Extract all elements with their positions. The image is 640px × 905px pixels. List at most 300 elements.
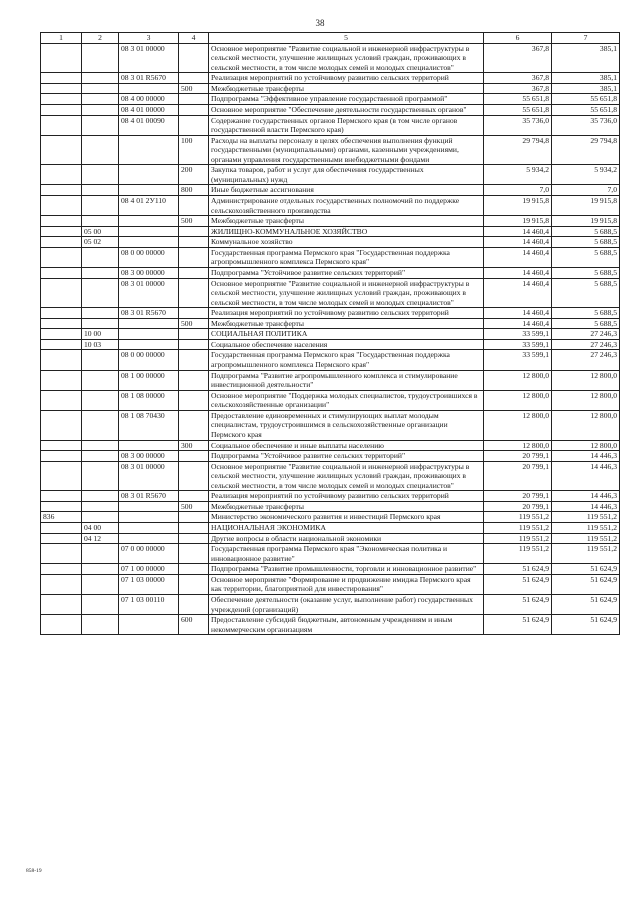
- amount-2020-cell: 19 915,8: [552, 216, 620, 227]
- description-cell: Основное мероприятие "Формирование и продвижение имиджа Пермского края как территории, благоприятной для инвестирования": [209, 574, 484, 594]
- expense-type-cell: [179, 94, 209, 105]
- description-cell: Реализация мероприятий по устойчивому развитию сельских территорий: [209, 308, 484, 319]
- target-article-cell: 07 0 00 00000: [119, 544, 179, 564]
- target-article-cell: [119, 615, 179, 635]
- expense-type-cell: [179, 370, 209, 390]
- expense-type-cell: [179, 512, 209, 523]
- table-row: [41, 135, 620, 165]
- section-code-cell: [82, 247, 119, 267]
- description-cell: Государственная программа Пермского края "Государственная поддержка агропромышленного комплекса Пермского края": [209, 350, 484, 370]
- description-cell: Содержание государственных органов Пермского края (в том числе органов государственной власти Пермского края): [209, 115, 484, 135]
- target-article-cell: [119, 185, 179, 196]
- description-cell: ЖИЛИЩНО-КОММУНАЛЬНОЕ ХОЗЯЙСТВО: [209, 226, 484, 237]
- table-row: [41, 594, 620, 614]
- ministry-code-cell: [41, 574, 82, 594]
- ministry-code-cell: [41, 594, 82, 614]
- ministry-code-cell: [41, 501, 82, 512]
- amount-2019-cell: 367,8: [484, 43, 552, 73]
- table-row: [41, 574, 620, 594]
- ministry-code-cell: [41, 533, 82, 544]
- ministry-code-cell: [41, 390, 82, 410]
- amount-2020-cell: 385,1: [552, 43, 620, 73]
- table-row: [41, 390, 620, 410]
- description-cell: Основное мероприятие "Поддержка молодых специалистов, трудоустроившихся в сельскохозяйственные организации": [209, 390, 484, 410]
- table-row: [41, 501, 620, 512]
- section-code-cell: [82, 115, 119, 135]
- description-cell: Обеспечение деятельности (оказание услуг, выполнение работ) государственных учреждений (организаций): [209, 594, 484, 614]
- ministry-code-cell: [41, 104, 82, 115]
- section-code-cell: [82, 544, 119, 564]
- amount-2020-cell: 35 736,0: [552, 115, 620, 135]
- ministry-code-cell: [41, 370, 82, 390]
- table-row: [41, 196, 620, 216]
- expense-type-cell: [179, 574, 209, 594]
- ministry-code-cell: [41, 461, 82, 491]
- col-header-1: 1: [41, 33, 82, 44]
- table-row: [41, 564, 620, 575]
- amount-2020-cell: 119 551,2: [552, 544, 620, 564]
- ministry-code-cell: [41, 115, 82, 135]
- target-article-cell: 08 4 00 00000: [119, 94, 179, 105]
- table-row: [41, 318, 620, 329]
- ministry-code-cell: [41, 237, 82, 248]
- description-cell: Социальное обеспечение и иные выплаты населению: [209, 440, 484, 451]
- amount-2019-cell: 119 551,2: [484, 512, 552, 523]
- section-code-cell: [82, 165, 119, 185]
- ministry-code-cell: [41, 329, 82, 340]
- description-cell: Подпрограмма "Эффективное управление государственной программой": [209, 94, 484, 105]
- amount-2019-cell: 14 460,4: [484, 237, 552, 248]
- amount-2020-cell: 19 915,8: [552, 196, 620, 216]
- target-article-cell: 08 3 01 00000: [119, 43, 179, 73]
- amount-2019-cell: 14 460,4: [484, 226, 552, 237]
- ministry-code-cell: [41, 350, 82, 370]
- amount-2020-cell: 5 688,5: [552, 226, 620, 237]
- section-code-cell: [82, 440, 119, 451]
- description-cell: Подпрограмма "Устойчивое развитие сельских территорий": [209, 451, 484, 462]
- amount-2019-cell: 12 800,0: [484, 440, 552, 451]
- target-article-cell: [119, 83, 179, 94]
- expense-type-cell: [179, 237, 209, 248]
- amount-2019-cell: 35 736,0: [484, 115, 552, 135]
- section-code-cell: [82, 574, 119, 594]
- target-article-cell: 08 3 01 R5670: [119, 308, 179, 319]
- table-row: [41, 544, 620, 564]
- amount-2020-cell: 119 551,2: [552, 523, 620, 534]
- ministry-code-cell: [41, 135, 82, 165]
- expense-type-cell: 300: [179, 440, 209, 451]
- target-article-cell: [119, 329, 179, 340]
- description-cell: Иные бюджетные ассигнования: [209, 185, 484, 196]
- ministry-code-cell: [41, 185, 82, 196]
- expense-type-cell: [179, 196, 209, 216]
- target-article-cell: [119, 165, 179, 185]
- amount-2019-cell: 14 460,4: [484, 247, 552, 267]
- section-code-cell: [82, 318, 119, 329]
- amount-2019-cell: 19 915,8: [484, 196, 552, 216]
- ministry-code-cell: [41, 308, 82, 319]
- amount-2020-cell: 119 551,2: [552, 512, 620, 523]
- target-article-cell: [119, 501, 179, 512]
- amount-2019-cell: 14 460,4: [484, 278, 552, 308]
- col-header-2: 2: [82, 33, 119, 44]
- budget-table: [40, 32, 620, 635]
- amount-2019-cell: 119 551,2: [484, 523, 552, 534]
- description-cell: Реализация мероприятий по устойчивому развитию сельских территорий: [209, 491, 484, 502]
- amount-2019-cell: 14 460,4: [484, 267, 552, 278]
- section-code-cell: [82, 461, 119, 491]
- description-cell: Другие вопросы в области национальной экономики: [209, 533, 484, 544]
- ministry-code-cell: [41, 339, 82, 350]
- table-row: [41, 83, 620, 94]
- amount-2020-cell: 12 800,0: [552, 370, 620, 390]
- ministry-code-cell: [41, 523, 82, 534]
- table-row: [41, 278, 620, 308]
- expense-type-cell: 500: [179, 216, 209, 227]
- col-header-7: 7: [552, 33, 620, 44]
- amount-2019-cell: 119 551,2: [484, 544, 552, 564]
- description-cell: Государственная программа Пермского края "Экономическая политика и инновационное развитие": [209, 544, 484, 564]
- description-cell: Коммунальное хозяйство: [209, 237, 484, 248]
- table-row: [41, 226, 620, 237]
- col-header-5: 5: [209, 33, 484, 44]
- section-code-cell: [82, 350, 119, 370]
- description-cell: Основное мероприятие "Обеспечение деятельности государственных органов": [209, 104, 484, 115]
- amount-2020-cell: 7,0: [552, 185, 620, 196]
- amount-2020-cell: 12 800,0: [552, 410, 620, 440]
- amount-2020-cell: 51 624,9: [552, 615, 620, 635]
- table-row: [41, 247, 620, 267]
- section-code-cell: [82, 308, 119, 319]
- amount-2020-cell: 55 651,8: [552, 94, 620, 105]
- col-header-4: 4: [179, 33, 209, 44]
- ministry-code-cell: [41, 73, 82, 84]
- table-row: [41, 523, 620, 534]
- description-cell: Межбюджетные трансферты: [209, 501, 484, 512]
- target-article-cell: 08 0 00 00000: [119, 350, 179, 370]
- ministry-code-cell: [41, 615, 82, 635]
- amount-2020-cell: 12 800,0: [552, 440, 620, 451]
- section-code-cell: [82, 278, 119, 308]
- amount-2020-cell: 14 446,3: [552, 451, 620, 462]
- description-cell: Государственная программа Пермского края "Государственная поддержка агропромышленного комплекса Пермского края": [209, 247, 484, 267]
- expense-type-cell: [179, 390, 209, 410]
- target-article-cell: 07 1 03 00000: [119, 574, 179, 594]
- expense-type-cell: [179, 278, 209, 308]
- amount-2019-cell: 33 599,1: [484, 350, 552, 370]
- amount-2020-cell: 119 551,2: [552, 533, 620, 544]
- section-code-cell: [82, 410, 119, 440]
- section-code-cell: [82, 94, 119, 105]
- footer-code: 858-19: [26, 868, 42, 874]
- expense-type-cell: 500: [179, 83, 209, 94]
- section-code-cell: 10 03: [82, 339, 119, 350]
- target-article-cell: 08 3 00 00000: [119, 267, 179, 278]
- target-article-cell: 08 1 08 00000: [119, 390, 179, 410]
- description-cell: Расходы на выплаты персоналу в целях обеспечения выполнения функций государственными (муниципальными) органами, казенными учреждениями, органами управления государственными внебюджетными фондами: [209, 135, 484, 165]
- ministry-code-cell: [41, 43, 82, 73]
- table-row: [41, 308, 620, 319]
- target-article-cell: 08 3 01 R5670: [119, 73, 179, 84]
- table-row: [41, 104, 620, 115]
- expense-type-cell: [179, 267, 209, 278]
- col-header-6: 6: [484, 33, 552, 44]
- ministry-code-cell: [41, 451, 82, 462]
- section-code-cell: [82, 615, 119, 635]
- amount-2019-cell: 51 624,9: [484, 564, 552, 575]
- ministry-code-cell: [41, 440, 82, 451]
- ministry-code-cell: [41, 564, 82, 575]
- amount-2019-cell: 51 624,9: [484, 594, 552, 614]
- description-cell: Министерство экономического развития и инвестиций Пермского края: [209, 512, 484, 523]
- section-code-cell: [82, 564, 119, 575]
- description-cell: Межбюджетные трансферты: [209, 318, 484, 329]
- amount-2020-cell: 5 688,5: [552, 237, 620, 248]
- target-article-cell: 08 4 01 00090: [119, 115, 179, 135]
- amount-2020-cell: 29 794,8: [552, 135, 620, 165]
- table-row: [41, 339, 620, 350]
- expense-type-cell: [179, 461, 209, 491]
- amount-2019-cell: 7,0: [484, 185, 552, 196]
- ministry-code-cell: [41, 247, 82, 267]
- expense-type-cell: 800: [179, 185, 209, 196]
- description-cell: Реализация мероприятий по устойчивому развитию сельских территорий: [209, 73, 484, 84]
- description-cell: Предоставление единовременных и стимулирующих выплат молодым специалистам, трудоустроившимся в сельскохозяйственные организации Пермского края: [209, 410, 484, 440]
- section-code-cell: [82, 104, 119, 115]
- section-code-cell: 05 02: [82, 237, 119, 248]
- amount-2019-cell: 33 599,1: [484, 339, 552, 350]
- target-article-cell: 08 1 00 00000: [119, 370, 179, 390]
- table-row: [41, 73, 620, 84]
- ministry-code-cell: [41, 318, 82, 329]
- amount-2019-cell: 51 624,9: [484, 574, 552, 594]
- ministry-code-cell: [41, 544, 82, 564]
- table-body: [41, 43, 620, 635]
- section-code-cell: 05 00: [82, 226, 119, 237]
- section-code-cell: [82, 216, 119, 227]
- amount-2020-cell: 27 246,3: [552, 350, 620, 370]
- ministry-code-cell: [41, 267, 82, 278]
- target-article-cell: 08 3 00 00000: [119, 451, 179, 462]
- table-row: [41, 440, 620, 451]
- amount-2019-cell: 29 794,8: [484, 135, 552, 165]
- expense-type-cell: 500: [179, 318, 209, 329]
- description-cell: НАЦИОНАЛЬНАЯ ЭКОНОМИКА: [209, 523, 484, 534]
- amount-2020-cell: 5 688,5: [552, 247, 620, 267]
- table-row: [41, 237, 620, 248]
- section-code-cell: [82, 185, 119, 196]
- target-article-cell: 08 3 01 00000: [119, 461, 179, 491]
- amount-2019-cell: 55 651,8: [484, 94, 552, 105]
- amount-2019-cell: 20 799,1: [484, 491, 552, 502]
- table-row: [41, 115, 620, 135]
- amount-2020-cell: 385,1: [552, 73, 620, 84]
- target-article-cell: 07 1 00 00000: [119, 564, 179, 575]
- expense-type-cell: [179, 115, 209, 135]
- expense-type-cell: [179, 491, 209, 502]
- section-code-cell: [82, 370, 119, 390]
- target-article-cell: [119, 533, 179, 544]
- amount-2019-cell: 20 799,1: [484, 461, 552, 491]
- target-article-cell: [119, 318, 179, 329]
- amount-2020-cell: 27 246,3: [552, 329, 620, 340]
- amount-2019-cell: 14 460,4: [484, 318, 552, 329]
- table-row: [41, 267, 620, 278]
- expense-type-cell: [179, 594, 209, 614]
- expense-type-cell: [179, 339, 209, 350]
- target-article-cell: [119, 512, 179, 523]
- table-row: [41, 370, 620, 390]
- amount-2019-cell: 5 934,2: [484, 165, 552, 185]
- target-article-cell: 08 4 01 2У110: [119, 196, 179, 216]
- amount-2020-cell: 5 688,5: [552, 308, 620, 319]
- table-row: [41, 216, 620, 227]
- target-article-cell: [119, 226, 179, 237]
- table-row: [41, 491, 620, 502]
- amount-2019-cell: 19 915,8: [484, 216, 552, 227]
- expense-type-cell: 200: [179, 165, 209, 185]
- target-article-cell: [119, 237, 179, 248]
- table-row: [41, 165, 620, 185]
- expense-type-cell: 500: [179, 501, 209, 512]
- amount-2019-cell: 33 599,1: [484, 329, 552, 340]
- table-row: [41, 451, 620, 462]
- expense-type-cell: [179, 73, 209, 84]
- section-code-cell: [82, 196, 119, 216]
- amount-2019-cell: 12 800,0: [484, 390, 552, 410]
- description-cell: Закупка товаров, работ и услуг для обеспечения государственных (муниципальных) нужд: [209, 165, 484, 185]
- description-cell: Социальное обеспечение населения: [209, 339, 484, 350]
- table-row: [41, 461, 620, 491]
- section-code-cell: [82, 451, 119, 462]
- table-row: [41, 533, 620, 544]
- expense-type-cell: [179, 350, 209, 370]
- expense-type-cell: [179, 564, 209, 575]
- amount-2020-cell: 51 624,9: [552, 564, 620, 575]
- section-code-cell: [82, 267, 119, 278]
- ministry-code-cell: 836: [41, 512, 82, 523]
- table-row: [41, 94, 620, 105]
- section-code-cell: [82, 73, 119, 84]
- section-code-cell: [82, 135, 119, 165]
- ministry-code-cell: [41, 410, 82, 440]
- expense-type-cell: 100: [179, 135, 209, 165]
- description-cell: Администрирование отдельных государственных полномочий по поддержке сельскохозяйственного производства: [209, 196, 484, 216]
- description-cell: Межбюджетные трансферты: [209, 83, 484, 94]
- table-row: [41, 185, 620, 196]
- amount-2020-cell: 14 446,3: [552, 491, 620, 502]
- expense-type-cell: [179, 544, 209, 564]
- expense-type-cell: 600: [179, 615, 209, 635]
- target-article-cell: [119, 216, 179, 227]
- amount-2019-cell: 119 551,2: [484, 533, 552, 544]
- amount-2020-cell: 5 688,5: [552, 278, 620, 308]
- ministry-code-cell: [41, 83, 82, 94]
- amount-2019-cell: 12 800,0: [484, 410, 552, 440]
- amount-2020-cell: 5 688,5: [552, 318, 620, 329]
- ministry-code-cell: [41, 278, 82, 308]
- amount-2020-cell: 5 934,2: [552, 165, 620, 185]
- ministry-code-cell: [41, 165, 82, 185]
- expense-type-cell: [179, 329, 209, 340]
- expense-type-cell: [179, 247, 209, 267]
- description-cell: Основное мероприятие "Развитие социальной и инженерной инфраструктуры в сельской местности, улучшение жилищных условий граждан, проживающих в сельской местности, в том числе молодых семей и молодых специалистов": [209, 278, 484, 308]
- table-row: [41, 43, 620, 73]
- col-header-3: 3: [119, 33, 179, 44]
- amount-2020-cell: 27 246,3: [552, 339, 620, 350]
- section-code-cell: 04 00: [82, 523, 119, 534]
- table-row: [41, 350, 620, 370]
- expense-type-cell: [179, 308, 209, 319]
- description-cell: Основное мероприятие "Развитие социальной и инженерной инфраструктуры в сельской местности, улучшение жилищных условий граждан, проживающих в сельской местности, в том числе молодых семей и молодых специалистов": [209, 461, 484, 491]
- section-code-cell: [82, 501, 119, 512]
- amount-2020-cell: 385,1: [552, 83, 620, 94]
- section-code-cell: 04 12: [82, 533, 119, 544]
- ministry-code-cell: [41, 491, 82, 502]
- description-cell: Подпрограмма "Развитие промышленности, торговли и инновационное развитие": [209, 564, 484, 575]
- amount-2019-cell: 367,8: [484, 73, 552, 84]
- page-number: 38: [315, 18, 325, 28]
- section-code-cell: [82, 43, 119, 73]
- target-article-cell: 08 3 01 00000: [119, 278, 179, 308]
- table-row: [41, 512, 620, 523]
- amount-2020-cell: 5 688,5: [552, 267, 620, 278]
- expense-type-cell: [179, 226, 209, 237]
- table-header-row: [41, 33, 620, 44]
- description-cell: Подпрограмма "Развитие агропромышленного комплекса и стимулирование инвестиционной деятельности": [209, 370, 484, 390]
- ministry-code-cell: [41, 226, 82, 237]
- target-article-cell: [119, 135, 179, 165]
- description-cell: Межбюджетные трансферты: [209, 216, 484, 227]
- target-article-cell: 08 3 01 R5670: [119, 491, 179, 502]
- target-article-cell: 08 0 00 00000: [119, 247, 179, 267]
- target-article-cell: 08 4 01 00000: [119, 104, 179, 115]
- amount-2020-cell: 12 800,0: [552, 390, 620, 410]
- target-article-cell: [119, 339, 179, 350]
- section-code-cell: [82, 83, 119, 94]
- expense-type-cell: [179, 104, 209, 115]
- target-article-cell: 07 1 03 00110: [119, 594, 179, 614]
- table-row: [41, 615, 620, 635]
- expense-type-cell: [179, 43, 209, 73]
- description-cell: СОЦИАЛЬНАЯ ПОЛИТИКА: [209, 329, 484, 340]
- ministry-code-cell: [41, 94, 82, 105]
- amount-2019-cell: 51 624,9: [484, 615, 552, 635]
- expense-type-cell: [179, 533, 209, 544]
- amount-2020-cell: 51 624,9: [552, 594, 620, 614]
- description-cell: Предоставление субсидий бюджетным, автономным учреждениям и иным некоммерческим организациям: [209, 615, 484, 635]
- table-row: [41, 410, 620, 440]
- amount-2019-cell: 55 651,8: [484, 104, 552, 115]
- amount-2019-cell: 12 800,0: [484, 370, 552, 390]
- section-code-cell: [82, 491, 119, 502]
- expense-type-cell: [179, 451, 209, 462]
- target-article-cell: [119, 440, 179, 451]
- table-row: [41, 329, 620, 340]
- target-article-cell: 08 1 08 70430: [119, 410, 179, 440]
- amount-2019-cell: 20 799,1: [484, 501, 552, 512]
- amount-2020-cell: 14 446,3: [552, 461, 620, 491]
- expense-type-cell: [179, 523, 209, 534]
- ministry-code-cell: [41, 196, 82, 216]
- amount-2019-cell: 367,8: [484, 83, 552, 94]
- amount-2019-cell: 20 799,1: [484, 451, 552, 462]
- amount-2020-cell: 51 624,9: [552, 574, 620, 594]
- target-article-cell: [119, 523, 179, 534]
- section-code-cell: 10 00: [82, 329, 119, 340]
- description-cell: Основное мероприятие "Развитие социальной и инженерной инфраструктуры в сельской местности, улучшение жилищных условий граждан, проживающих в сельской местности, в том числе молодых семей и молодых специалистов": [209, 43, 484, 73]
- amount-2020-cell: 14 446,3: [552, 501, 620, 512]
